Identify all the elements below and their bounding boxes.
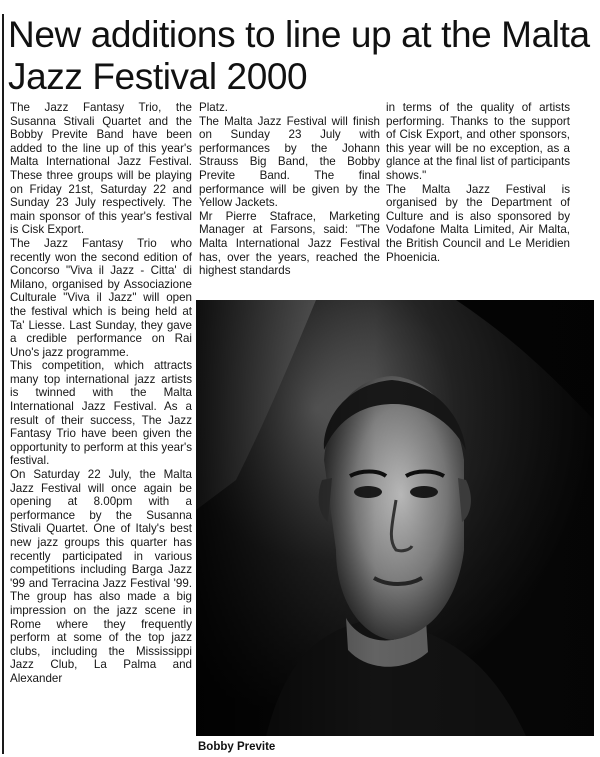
paragraph: The Malta Jazz Festival will finish on Sunday 23 July with performances by the Johann Strauss Big Band, the Bobby Previte Band. The final performance will be given by the Yellow Jackets. (199, 114, 380, 210)
paragraph: Mr Pierre Stafrace, Marketing Manager at Farsons, said: "The Malta International Jazz Festival has, over the years, reached the highest standards (199, 209, 380, 278)
paragraph: The Jazz Fantasy Trio, the Susanna Stivali Quartet and the Bobby Previte Band have been added to the line up of this year's Malta International Jazz Festival. These three groups will be playing on Friday 21st, Saturday 22 and Sunday 23 July respectively. The main sponsor of this year's festival is Cisk Export. (10, 101, 192, 237)
paragraph: This competition, which attracts many top international jazz artists is twinned with the Malta International Jazz Festival. As a result of their success, The Jazz Fantasy Trio have been given the opportunity to perform at this year's festival. (10, 359, 192, 468)
paragraph: The Jazz Fantasy Trio who recently won the second edition of Concorso "Viva il Jazz - Citta' di Milano, organised by Associazione Culturale "Viva il Jazz" will open the festival which is being held at Ta' Liesse. Last Sunday, they gave a credible performance on Rai Uno's jazz programme. (10, 236, 192, 359)
article-column-1 (10, 101, 192, 755)
article-headline: New additions to line up at the Malta Jazz Festival 2000 (8, 14, 590, 97)
paragraph: in terms of the quality of artists performing. Thanks to the support of Cisk Export, and other sponsors, this year will be no exception, as a glance at the final list of participants shows." (386, 101, 570, 182)
paragraph: On Saturday 22 July, the Malta Jazz Festival will once again be opening at 8.00pm with a performance by the Susanna Stivali Quartet. One of Italy's best new jazz groups this quarter has recently participated in various competitions including Barga Jazz '99 and Terracina Jazz Festival '99. The group has also made a big impression on the jazz scene in Rome where they frequently perform at some of the top jazz clubs, including the Mississippi Jazz Club, La Palma and Alexander (10, 468, 192, 685)
article-column-2 (199, 101, 380, 297)
paragraph: Platz. (199, 101, 228, 114)
portrait-illustration (196, 300, 594, 736)
left-column-rule (2, 14, 4, 754)
article-column-3 (386, 101, 570, 297)
photo-caption: Bobby Previte (198, 741, 276, 753)
portrait-photo (196, 300, 594, 736)
paragraph: The Malta Jazz Festival is organised by the Department of Culture and is also sponsored by Vodafone Malta Limited, Air Malta, the British Council and Le Meridien Phoenicia. (386, 182, 570, 264)
